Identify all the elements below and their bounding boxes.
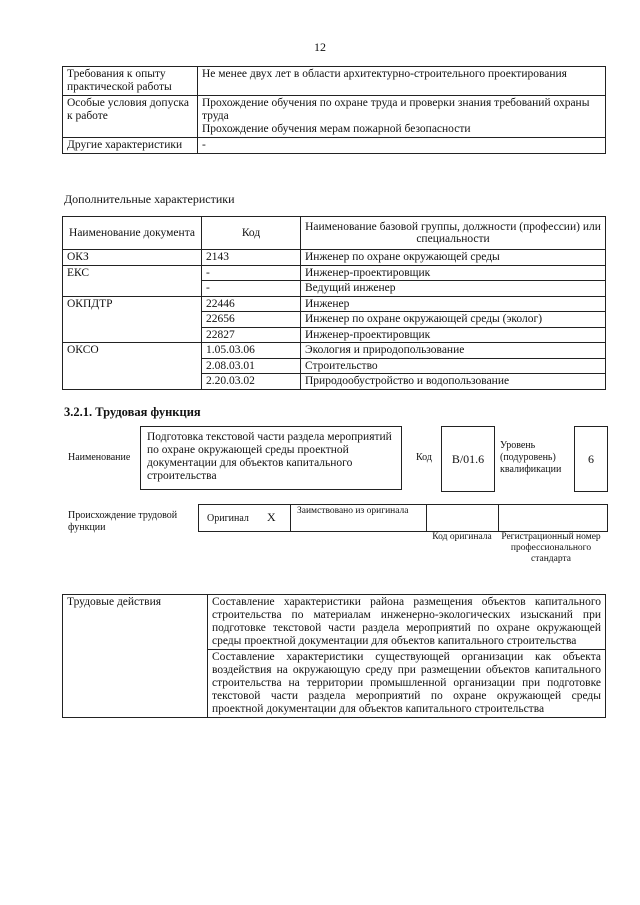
table-row — [63, 265, 606, 281]
function-name-label: Наименование — [68, 452, 131, 463]
function-code-label: Код — [416, 452, 432, 463]
table-row — [63, 250, 606, 266]
name-cell: Инженер-проектировщик — [301, 327, 606, 343]
labor-actions-label: Трудовые действия — [63, 595, 208, 718]
code-cell: 1.05.03.06 — [202, 343, 301, 359]
code-cell: - — [202, 281, 301, 297]
name-cell: Инженер по охране окружающей среды — [301, 250, 606, 266]
name-cell: Природообустройство и водопользование — [301, 374, 606, 390]
code-cell: 2.08.03.01 — [202, 358, 301, 374]
origin-label: Происхождение трудовой функции — [68, 510, 178, 533]
requirement-value: Не менее двух лет в области архитектурно-строительного проектирования — [198, 67, 606, 96]
name-cell: Инженер — [301, 296, 606, 312]
doc-cell: ЕКС — [63, 265, 202, 296]
table-row — [63, 67, 606, 96]
page-number: 12 — [314, 40, 326, 54]
registration-number-caption: Регистрационный номер профессионального стандарта — [501, 532, 601, 564]
name-cell: Инженер-проектировщик — [301, 265, 606, 281]
code-cell: 22656 — [202, 312, 301, 328]
requirement-label: Требования к опыту практической работы — [63, 67, 198, 96]
original-code-cell — [427, 505, 499, 531]
requirement-line: Прохождение обучения мерам пожарной безопасности — [202, 123, 471, 135]
requirement-label: Другие характеристики — [63, 138, 198, 154]
code-cell: 22827 — [202, 327, 301, 343]
labor-action-item: Составление характеристики существующей организации как объекта воздействия на окружающую среду при размещении объектов капитального строительства на территории промышленной организации при подготовке текстовой части раздела мероприятий по охране окружающей среды проектной документации для объектов капитального строительства — [208, 650, 606, 718]
requirement-label: Особые условия допуска к работе — [63, 96, 198, 138]
additional-title: Дополнительные характеристики — [64, 192, 235, 206]
table-row — [63, 296, 606, 312]
table-row — [63, 138, 606, 154]
function-name-value: Подготовка текстовой части раздела мероприятий по охране окружающей среды проектной документации для объектов капитального строительства — [140, 426, 402, 490]
labor-action-item: Составление характеристики района размещения объектов капитального строительства по материалам инженерно-экологических изысканий при подготовке текстовой части раздела мероприятий по охране окружающей среды проектной документации для объектов капитального строительства — [208, 595, 606, 650]
doc-cell: ОКПДТР — [63, 296, 202, 343]
name-cell: Инженер по охране окружающей среды (эколог) — [301, 312, 606, 328]
code-cell: - — [202, 265, 301, 281]
labor-actions-table — [62, 594, 606, 718]
additional-table — [62, 216, 606, 390]
registration-number-cell — [499, 505, 605, 531]
original-cell — [199, 505, 291, 531]
name-cell: Экология и природопользование — [301, 343, 606, 359]
header-name: Наименование базовой группы, должности (профессии) или специальности — [301, 217, 606, 250]
table-row — [63, 343, 606, 359]
name-cell: Ведущий инженер — [301, 281, 606, 297]
code-cell: 22446 — [202, 296, 301, 312]
code-cell: 2143 — [202, 250, 301, 266]
table-row — [63, 595, 606, 650]
header-doc: Наименование документа — [63, 217, 202, 250]
table-row — [63, 96, 606, 138]
requirement-value: - — [198, 138, 606, 154]
requirement-line: Прохождение обучения по охране труда и проверки знания требований охраны труда — [202, 97, 590, 122]
origin-row — [198, 504, 608, 532]
original-label: Оригинал — [207, 513, 249, 524]
qualification-level-label: Уровень (подуровень) квалификации — [500, 440, 562, 475]
borrowed-label: Заимствовано из оригинала — [297, 506, 409, 516]
doc-cell: ОКСО — [63, 343, 202, 390]
original-code-caption: Код оригинала — [432, 532, 492, 542]
header-code: Код — [202, 217, 301, 250]
doc-cell: ОКЗ — [63, 250, 202, 266]
section-title: 3.2.1. Трудовая функция — [64, 405, 201, 419]
function-code-value: B/01.6 — [441, 426, 495, 492]
qualification-level-value: 6 — [574, 426, 608, 492]
name-cell: Строительство — [301, 358, 606, 374]
code-cell: 2.20.03.02 — [202, 374, 301, 390]
requirements-table — [62, 66, 606, 154]
table-header-row — [63, 217, 606, 250]
original-mark: X — [267, 510, 276, 524]
requirement-value — [198, 96, 606, 138]
borrowed-cell — [291, 505, 427, 531]
